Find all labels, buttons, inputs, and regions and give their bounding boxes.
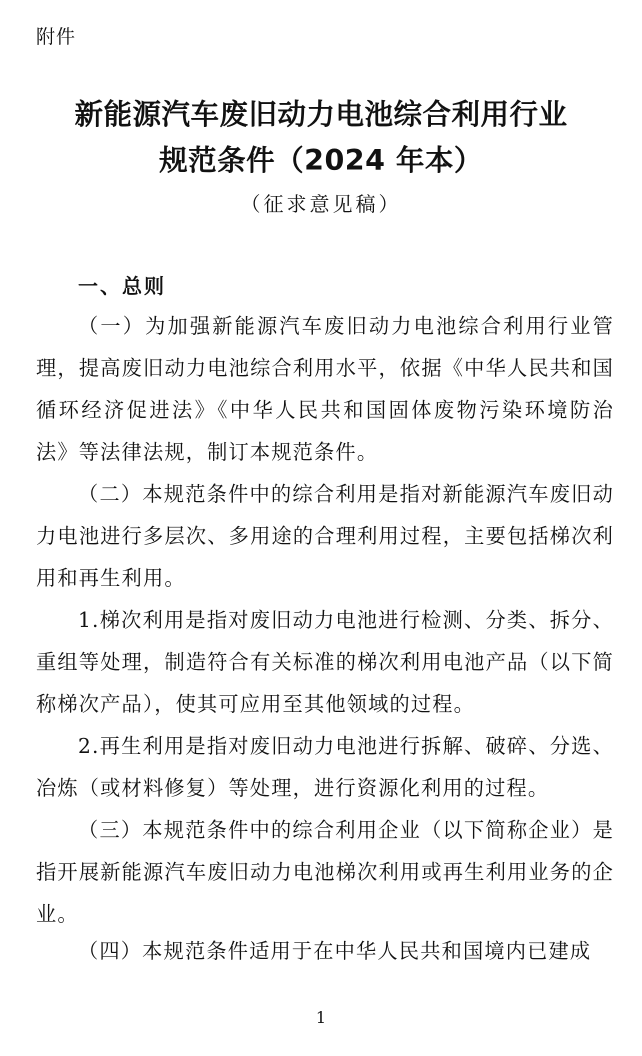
document-title-line-1: 新能源汽车废旧动力电池综合利用行业	[74, 98, 568, 131]
paragraph-1: （一）为加强新能源汽车废旧动力电池综合利用行业管理，提高废旧动力电池综合利用水平，依据《中华人民共和国循环经济促进法》《中华人民共和国固体废物污染环境防治法》等法律法规，制订本规范条件。	[36, 314, 614, 464]
document-subtitle: （征求意见稿）	[240, 192, 402, 216]
attachment-label: 附件	[36, 26, 77, 48]
document-title-line-2: 规范条件（2024 年本）	[159, 144, 483, 177]
paragraph-5: （三）本规范条件中的综合利用企业（以下简称企业）是指开展新能源汽车废旧动力电池梯次利用或再生利用业务的企业。	[36, 818, 614, 926]
paragraph-6: （四）本规范条件适用于在中华人民共和国境内已建成	[78, 939, 592, 963]
section-heading: 一、总则	[78, 274, 166, 298]
paragraph-3: 1.梯次利用是指对废旧动力电池进行检测、分类、拆分、重组等处理，制造符合有关标准的梯次利用电池产品（以下简称梯次产品），使其可应用至其他领域的过程。	[36, 608, 614, 716]
page-number: 1	[315, 1008, 327, 1027]
paragraph-2: （二）本规范条件中的综合利用是指对新能源汽车废旧动力电池进行多层次、多用途的合理利用过程，主要包括梯次利用和再生利用。	[36, 482, 614, 590]
paragraph-4: 2.再生利用是指对废旧动力电池进行拆解、破碎、分选、冶炼（或材料修复）等处理，进行资源化利用的过程。	[36, 734, 614, 800]
